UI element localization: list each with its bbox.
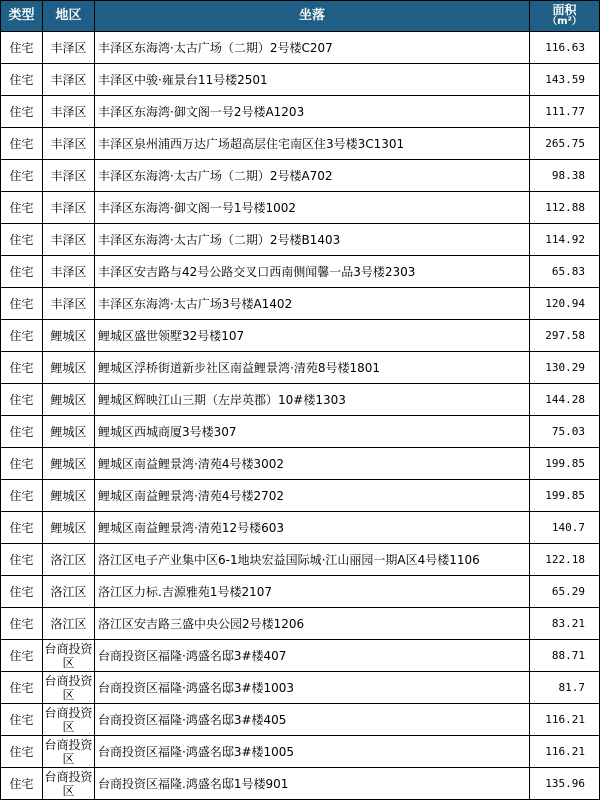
- cell-type: 住宅: [1, 256, 43, 288]
- cell-location: 台商投资区福隆·鸿盛名邸3#楼1005: [95, 736, 530, 768]
- cell-area: 75.03: [530, 416, 600, 448]
- header-row: [1, 1, 600, 32]
- cell-location: 丰泽区东海湾·太古广场（二期）2号楼C207: [95, 32, 530, 64]
- table-row: [1, 96, 600, 128]
- cell-region: 台商投资区: [44, 641, 93, 670]
- cell-location: 洛江区电子产业集中区6-1地块宏益国际城·江山丽园一期A区4号楼1106: [95, 544, 530, 576]
- header-area-label: 面积: [552, 3, 577, 17]
- cell-location: 鲤城区南益鲤景湾·清苑4号楼2702: [95, 480, 530, 512]
- cell-region: 丰泽区: [43, 256, 95, 288]
- cell-location: 台商投资区福隆·鸿盛名邸3#楼405: [95, 704, 530, 736]
- cell-region: 鲤城区: [43, 384, 95, 416]
- cell-region: 鲤城区: [43, 480, 95, 512]
- cell-location: 丰泽区安吉路与42号公路交叉口西南侧闻馨一品3号楼2303: [95, 256, 530, 288]
- cell-location: 台商投资区福隆·鸿盛名邸3#楼1003: [95, 672, 530, 704]
- cell-area: 83.21: [530, 608, 600, 640]
- table-row: [1, 32, 600, 64]
- cell-region: 鲤城区: [43, 448, 95, 480]
- cell-region: 丰泽区: [43, 128, 95, 160]
- cell-location: 丰泽区东海湾·御文阁一号2号楼A1203: [95, 96, 530, 128]
- cell-type: 住宅: [1, 160, 43, 192]
- cell-type: 住宅: [1, 64, 43, 96]
- table-row: [1, 736, 600, 768]
- cell-area: 114.92: [530, 224, 600, 256]
- cell-location: 丰泽区东海湾·御文阁一号1号楼1002: [95, 192, 530, 224]
- cell-location: 台商投资区福隆·鸿盛名邸3#楼407: [95, 640, 530, 672]
- cell-location: 丰泽区东海湾·太古广场（二期）2号楼A702: [95, 160, 530, 192]
- cell-region: 丰泽区: [43, 64, 95, 96]
- cell-type: 住宅: [1, 768, 43, 800]
- cell-location: 洛江区安吉路三盛中央公园2号楼1206: [95, 608, 530, 640]
- cell-location: 鲤城区辉映江山三期（左岸英郡）10#楼1303: [95, 384, 530, 416]
- cell-location: 丰泽区泉州浦西万达广场超高层住宅南区住3号楼3C1301: [95, 128, 530, 160]
- cell-region: 洛江区: [43, 544, 95, 576]
- table-row: [1, 128, 600, 160]
- cell-area: 65.29: [530, 576, 600, 608]
- cell-area: 297.58: [530, 320, 600, 352]
- table-row: [1, 576, 600, 608]
- cell-region: 鲤城区: [43, 512, 95, 544]
- cell-region: 鲤城区: [43, 416, 95, 448]
- cell-region: 台商投资区: [44, 737, 93, 766]
- table-row: [1, 672, 600, 704]
- cell-location: 鲤城区南益鲤景湾·清苑12号楼603: [95, 512, 530, 544]
- cell-area: 98.38: [530, 160, 600, 192]
- cell-location: 台商投资区福隆.鸿盛名邸1号楼901: [95, 768, 530, 800]
- table-row: [1, 416, 600, 448]
- cell-type: 住宅: [1, 224, 43, 256]
- cell-location: 鲤城区浮桥街道新步社区南益鲤景湾·清苑8号楼1801: [95, 352, 530, 384]
- cell-type: 住宅: [1, 416, 43, 448]
- cell-area: 88.71: [530, 640, 600, 672]
- cell-region: 丰泽区: [43, 160, 95, 192]
- header-region: 地区: [43, 1, 95, 32]
- cell-area: 111.77: [530, 96, 600, 128]
- cell-region: 台商投资区: [44, 705, 93, 734]
- table-row: [1, 224, 600, 256]
- cell-type: 住宅: [1, 736, 43, 768]
- cell-area: 199.85: [530, 480, 600, 512]
- cell-type: 住宅: [1, 128, 43, 160]
- table-row: [1, 192, 600, 224]
- cell-region: 洛江区: [43, 608, 95, 640]
- cell-type: 住宅: [1, 192, 43, 224]
- table-row: [1, 512, 600, 544]
- table-row: [1, 480, 600, 512]
- table-row: [1, 256, 600, 288]
- cell-type: 住宅: [1, 448, 43, 480]
- cell-area: 116.63: [530, 32, 600, 64]
- table-row: [1, 768, 600, 800]
- header-area: [530, 1, 600, 32]
- table-row: [1, 160, 600, 192]
- cell-area: 143.59: [530, 64, 600, 96]
- cell-region: 丰泽区: [43, 288, 95, 320]
- header-type: 类型: [1, 1, 43, 32]
- cell-area: 122.18: [530, 544, 600, 576]
- cell-type: 住宅: [1, 512, 43, 544]
- cell-location: 鲤城区南益鲤景湾·清苑4号楼3002: [95, 448, 530, 480]
- cell-type: 住宅: [1, 704, 43, 736]
- cell-location: 洛江区力标.吉源雅苑1号楼2107: [95, 576, 530, 608]
- cell-area: 130.29: [530, 352, 600, 384]
- cell-area: 65.83: [530, 256, 600, 288]
- cell-region: 鲤城区: [43, 320, 95, 352]
- cell-area: 140.7: [530, 512, 600, 544]
- cell-region: 鲤城区: [43, 352, 95, 384]
- cell-area: 116.21: [530, 736, 600, 768]
- table-row: [1, 640, 600, 672]
- cell-location: 丰泽区东海湾·太古广场（二期）2号楼B1403: [95, 224, 530, 256]
- cell-area: 120.94: [530, 288, 600, 320]
- cell-region: 丰泽区: [43, 96, 95, 128]
- table-row: [1, 544, 600, 576]
- cell-type: 住宅: [1, 384, 43, 416]
- table-row: [1, 320, 600, 352]
- cell-type: 住宅: [1, 576, 43, 608]
- cell-area: 135.96: [530, 768, 600, 800]
- cell-region: 丰泽区: [43, 192, 95, 224]
- table-row: [1, 288, 600, 320]
- cell-type: 住宅: [1, 640, 43, 672]
- header-location: 坐落: [95, 1, 530, 32]
- cell-area: 81.7: [530, 672, 600, 704]
- cell-type: 住宅: [1, 288, 43, 320]
- table-row: [1, 384, 600, 416]
- cell-type: 住宅: [1, 320, 43, 352]
- cell-location: 鲤城区西城商厦3号楼307: [95, 416, 530, 448]
- header-area-unit: （m²）: [547, 16, 582, 27]
- cell-location: 丰泽区东海湾·太古广场3号楼A1402: [95, 288, 530, 320]
- cell-region: 洛江区: [43, 576, 95, 608]
- cell-location: 鲤城区盛世领墅32号楼107: [95, 320, 530, 352]
- cell-type: 住宅: [1, 672, 43, 704]
- cell-region: 丰泽区: [43, 32, 95, 64]
- cell-location: 丰泽区中骏·雍景台11号楼2501: [95, 64, 530, 96]
- cell-area: 199.85: [530, 448, 600, 480]
- cell-area: 144.28: [530, 384, 600, 416]
- cell-type: 住宅: [1, 32, 43, 64]
- cell-type: 住宅: [1, 96, 43, 128]
- cell-region: 台商投资区: [44, 673, 93, 702]
- table-row: [1, 448, 600, 480]
- table-row: [1, 352, 600, 384]
- table-body: [1, 32, 600, 800]
- cell-type: 住宅: [1, 544, 43, 576]
- cell-area: 116.21: [530, 704, 600, 736]
- cell-type: 住宅: [1, 352, 43, 384]
- table-row: [1, 64, 600, 96]
- table-row: [1, 704, 600, 736]
- cell-type: 住宅: [1, 480, 43, 512]
- cell-type: 住宅: [1, 608, 43, 640]
- cell-area: 265.75: [530, 128, 600, 160]
- cell-area: 112.88: [530, 192, 600, 224]
- table-row: [1, 608, 600, 640]
- cell-region: 台商投资区: [44, 769, 93, 798]
- cell-region: 丰泽区: [43, 224, 95, 256]
